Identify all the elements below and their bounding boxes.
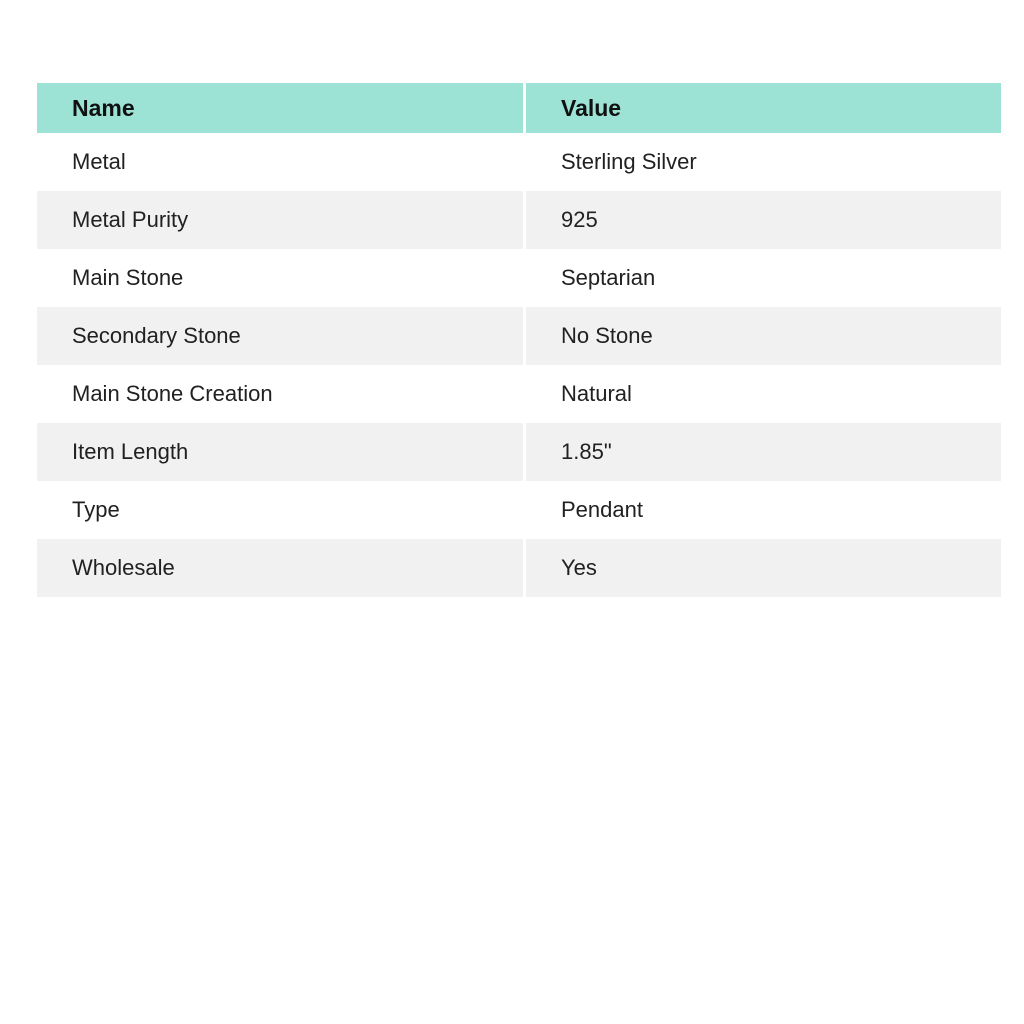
- row-value: Pendant: [523, 481, 1001, 539]
- header-row: [37, 83, 1001, 133]
- product-spec-table: [37, 83, 1001, 597]
- row-name: Item Length: [37, 423, 523, 481]
- row-value: 925: [523, 191, 1001, 249]
- row-value: 1.85": [523, 423, 1001, 481]
- header-value: Value: [523, 83, 1001, 133]
- table-row: [37, 133, 1001, 191]
- table-row: [37, 365, 1001, 423]
- table-row: [37, 307, 1001, 365]
- table-row: [37, 539, 1001, 597]
- table-row: [37, 423, 1001, 481]
- row-value: No Stone: [523, 307, 1001, 365]
- row-value: Sterling Silver: [523, 133, 1001, 191]
- row-name: Metal Purity: [37, 191, 523, 249]
- row-name: Secondary Stone: [37, 307, 523, 365]
- table-header: [37, 83, 1001, 133]
- row-name: Wholesale: [37, 539, 523, 597]
- table-body: [37, 133, 1001, 597]
- row-value: Yes: [523, 539, 1001, 597]
- header-name: Name: [37, 83, 523, 133]
- row-value: Natural: [523, 365, 1001, 423]
- table-row: [37, 191, 1001, 249]
- table-row: [37, 249, 1001, 307]
- table-row: [37, 481, 1001, 539]
- row-name: Main Stone: [37, 249, 523, 307]
- row-name: Metal: [37, 133, 523, 191]
- row-name: Main Stone Creation: [37, 365, 523, 423]
- row-name: Type: [37, 481, 523, 539]
- row-value: Septarian: [523, 249, 1001, 307]
